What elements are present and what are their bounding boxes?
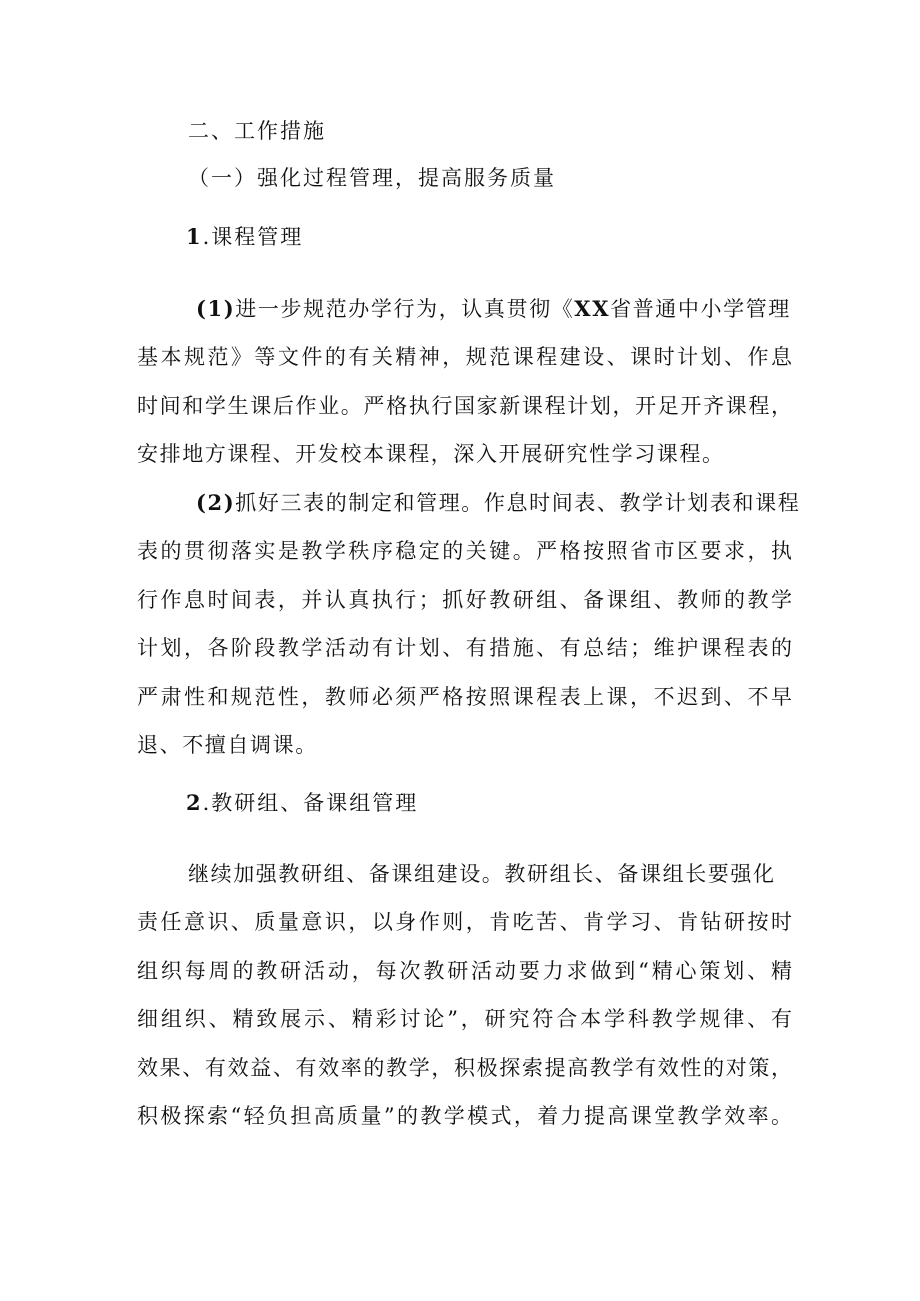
item2-para-line6: 积极探索“轻负担高质量”的教学模式，着力提高课堂教学效率。: [137, 1104, 792, 1128]
item1-para2-line6: 退、不擅自调课。: [137, 733, 318, 757]
item1-title: [186, 222, 303, 252]
item1-number: 1: [186, 224, 203, 249]
item1-para1-text-b: 省普通中小学管理: [610, 297, 791, 321]
item1-para1-line2: 基本规范》等文件的有关精神，规范课程建设、课时计划、作息: [137, 345, 792, 369]
item1-para2-line4: 计划，各阶段教学活动有计划、有措施、有总结；维护课程表的: [137, 636, 792, 660]
item2-para-line1: 继续加强教研组、备课组建设。教研组长、备课组长要强化: [188, 862, 776, 886]
item1-para2-line1: [196, 488, 800, 518]
item1-para2-line3: 行作息时间表，并认真执行；抓好教研组、备课组、教师的教学: [137, 588, 792, 612]
section-title: 二、工作措施: [188, 119, 326, 143]
item1-para1-line3: 时间和学生课后作业。严格执行国家新课程计划，开足开齐课程，: [137, 394, 792, 418]
item1-para1-line4: 安排地方课程、开发校本课程，深入开展研究性学习课程。: [137, 442, 725, 466]
item1-para2-number: (2): [196, 490, 236, 515]
item2-para-line4: 细组织、精致展示、精彩讨论”，研究符合本学科教学规律、有: [137, 1007, 792, 1031]
item1-para2-line5: 严肃性和规范性，教师必须严格按照课程表上课，不迟到、不早: [137, 685, 792, 709]
item2-title-text: .教研组、备课组管理: [202, 791, 419, 815]
item1-para2-line2: 表的贯彻落实是教学秩序稳定的关键。严格按照省市区要求，执: [137, 539, 792, 563]
item2-number: 2: [186, 790, 203, 815]
item2-para-line5: 效果、有效益、有效率的教学，积极探索提高教学有效性的对策，: [137, 1056, 792, 1080]
item1-para2-text-a: 抓好三表的制定和管理。作息时间表、教学计划表和课程: [235, 491, 801, 515]
item1-para1-text-a: 进一步规范办学行为，认真贯彻《: [235, 297, 575, 321]
item1-para1-number: (1): [196, 296, 236, 321]
item2-title: [186, 788, 418, 818]
item1-para1-line1: [196, 294, 791, 324]
item2-para-line2: 责任意识、质量意识，以身作则，肯吃苦、肯学习、肯钻研按时: [137, 910, 792, 934]
item1-para1-text-xx: XX: [574, 296, 611, 321]
item2-para-line3: 组织每周的教研活动，每次教研活动要力求做到“精心策划、精: [137, 959, 792, 983]
subsection-title: （一）强化过程管理，提高服务质量: [188, 166, 556, 190]
item1-title-text: .课程管理: [202, 225, 304, 249]
